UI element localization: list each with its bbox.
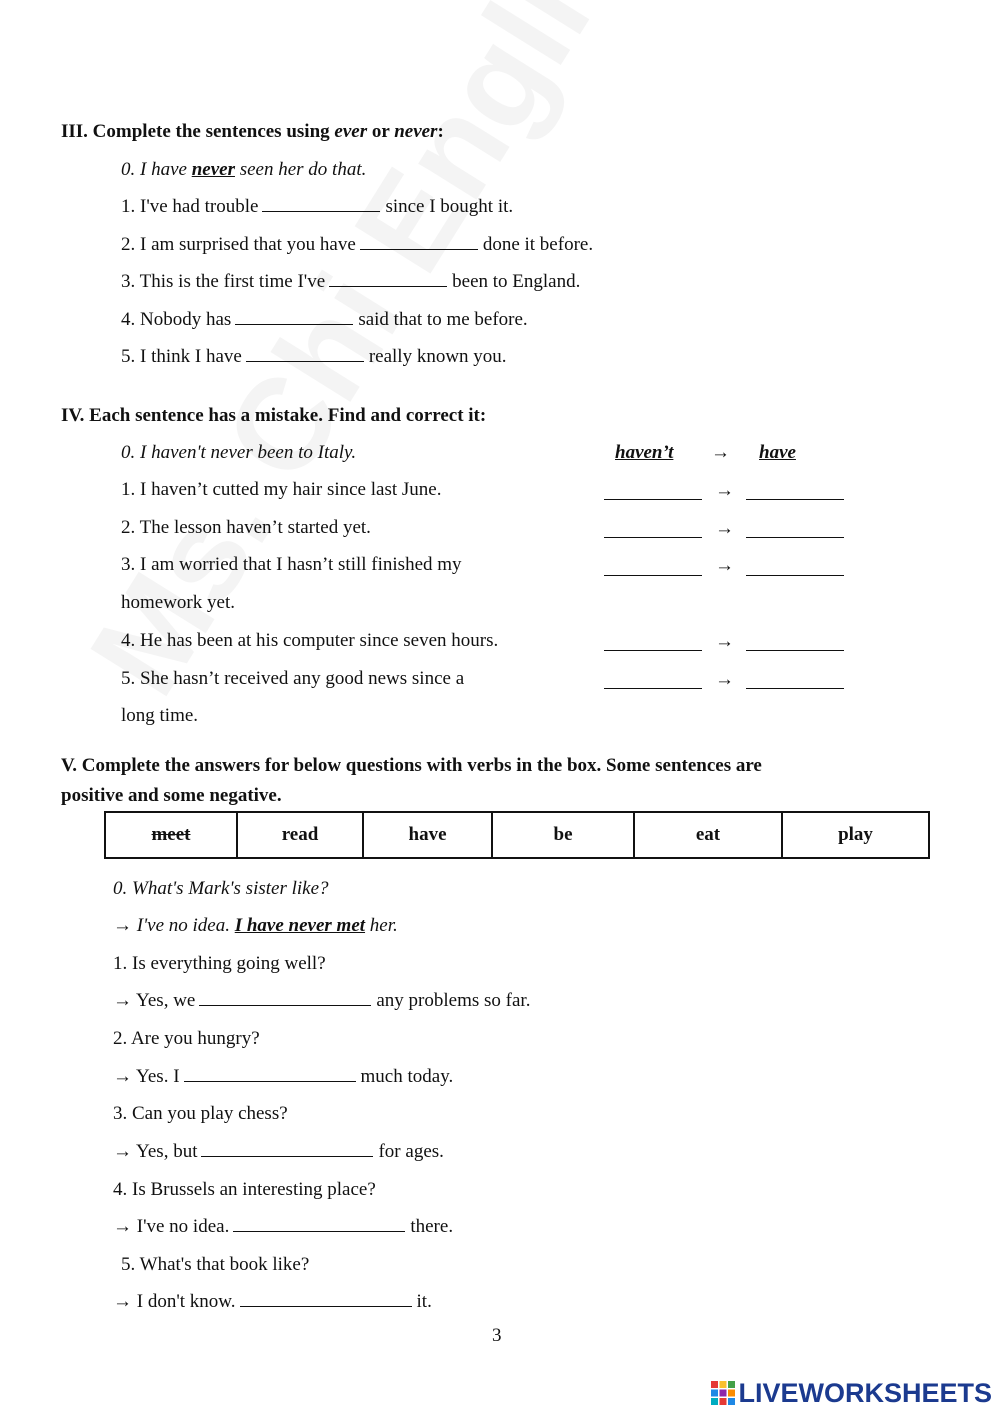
answer-blank[interactable] <box>233 1215 405 1232</box>
section-5-example-answer: → I've no idea. I have never met her. <box>113 915 398 936</box>
section-3-item: 4. Nobody has said that to me before. <box>121 309 528 330</box>
section-5-question: 2. Are you hungry? <box>113 1028 260 1049</box>
section-3-title: III. Complete the sentences using ever or never: <box>61 121 444 142</box>
section-4-item-continued: long time. <box>121 705 199 726</box>
section-4-item: 5. She hasn’t received any good news since a <box>121 668 465 689</box>
section-5-question: 3. Can you play chess? <box>113 1103 288 1124</box>
answer-blank[interactable] <box>246 345 364 362</box>
arrow-icon: → <box>715 631 734 652</box>
answer-blank[interactable] <box>329 270 447 287</box>
mistake-blank[interactable] <box>604 650 702 651</box>
section-5-title: V. Complete the answers for below questions with verbs in the box. Some sentences are <box>61 755 762 776</box>
section-4-example: 0. I haven't never been to Italy. <box>121 442 357 463</box>
section-4-title: IV. Each sentence has a mistake. Find and correct it: <box>61 405 487 426</box>
example-wrong-word: haven’t <box>615 442 674 463</box>
section-4-item: 1. I haven’t cutted my hair since last June. <box>121 479 442 500</box>
section-3-item: 5. I think I have really known you. <box>121 346 507 367</box>
mistake-blank[interactable] <box>604 575 702 576</box>
verb-cell: play <box>782 812 929 858</box>
section-4-item: 2. The lesson haven’t started yet. <box>121 517 371 538</box>
section-4-item-continued: homework yet. <box>121 592 235 613</box>
answer-blank[interactable] <box>235 308 353 325</box>
liveworksheets-logo[interactable] <box>710 1378 992 1408</box>
section-3-item: 3. This is the first time I've been to England. <box>121 271 581 292</box>
section-5-answer: → Yes, but for ages. <box>113 1141 444 1162</box>
verb-cell: meet <box>105 812 237 858</box>
section-5-answer: → Yes, we any problems so far. <box>113 990 531 1011</box>
answer-blank[interactable] <box>262 195 380 212</box>
section-5-answer: → I've no idea. there. <box>113 1216 454 1237</box>
answer-blank[interactable] <box>360 233 478 250</box>
verb-cell: be <box>492 812 634 858</box>
answer-blank[interactable] <box>199 989 371 1006</box>
answer-blank[interactable] <box>240 1290 412 1307</box>
answer-blank[interactable] <box>184 1065 356 1082</box>
liveworksheets-logo-icon <box>710 1380 736 1406</box>
verb-box <box>104 811 930 859</box>
arrow-icon: → <box>715 518 734 539</box>
verb-cell: eat <box>634 812 782 858</box>
correction-blank[interactable] <box>746 688 844 689</box>
mistake-blank[interactable] <box>604 499 702 500</box>
section-5-question: 5. What's that book like? <box>121 1254 310 1275</box>
mistake-blank[interactable] <box>604 688 702 689</box>
example-correct-word: have <box>759 442 796 463</box>
answer-blank[interactable] <box>201 1140 373 1157</box>
verb-cell: have <box>363 812 492 858</box>
arrow-icon: → <box>715 669 734 690</box>
correction-blank[interactable] <box>746 499 844 500</box>
arrow-icon: → <box>711 442 730 463</box>
arrow-icon: → <box>715 480 734 501</box>
section-3-item: 1. I've had trouble since I bought it. <box>121 196 514 217</box>
section-5-question: 4. Is Brussels an interesting place? <box>113 1179 376 1200</box>
section-5-answer: → I don't know. it. <box>113 1291 432 1312</box>
section-5-example-question: 0. What's Mark's sister like? <box>113 878 329 899</box>
section-4-item: 4. He has been at his computer since seven hours. <box>121 630 499 651</box>
liveworksheets-logo-text: LIVEWORKSHEETS <box>738 1377 992 1408</box>
correction-blank[interactable] <box>746 575 844 576</box>
mistake-blank[interactable] <box>604 537 702 538</box>
correction-blank[interactable] <box>746 537 844 538</box>
section-5-answer: → Yes. I much today. <box>113 1066 454 1087</box>
arrow-icon: → <box>715 555 734 576</box>
page-number: 3 <box>492 1325 502 1346</box>
verb-cell: read <box>237 812 363 858</box>
section-3-example: 0. I have never seen her do that. <box>121 159 367 180</box>
section-4-item: 3. I am worried that I hasn’t still finished my <box>121 554 462 575</box>
correction-blank[interactable] <box>746 650 844 651</box>
section-5-question: 1. Is everything going well? <box>113 953 326 974</box>
section-5-title-continued: positive and some negative. <box>61 785 282 806</box>
section-3-item: 2. I am surprised that you have done it before. <box>121 234 594 255</box>
